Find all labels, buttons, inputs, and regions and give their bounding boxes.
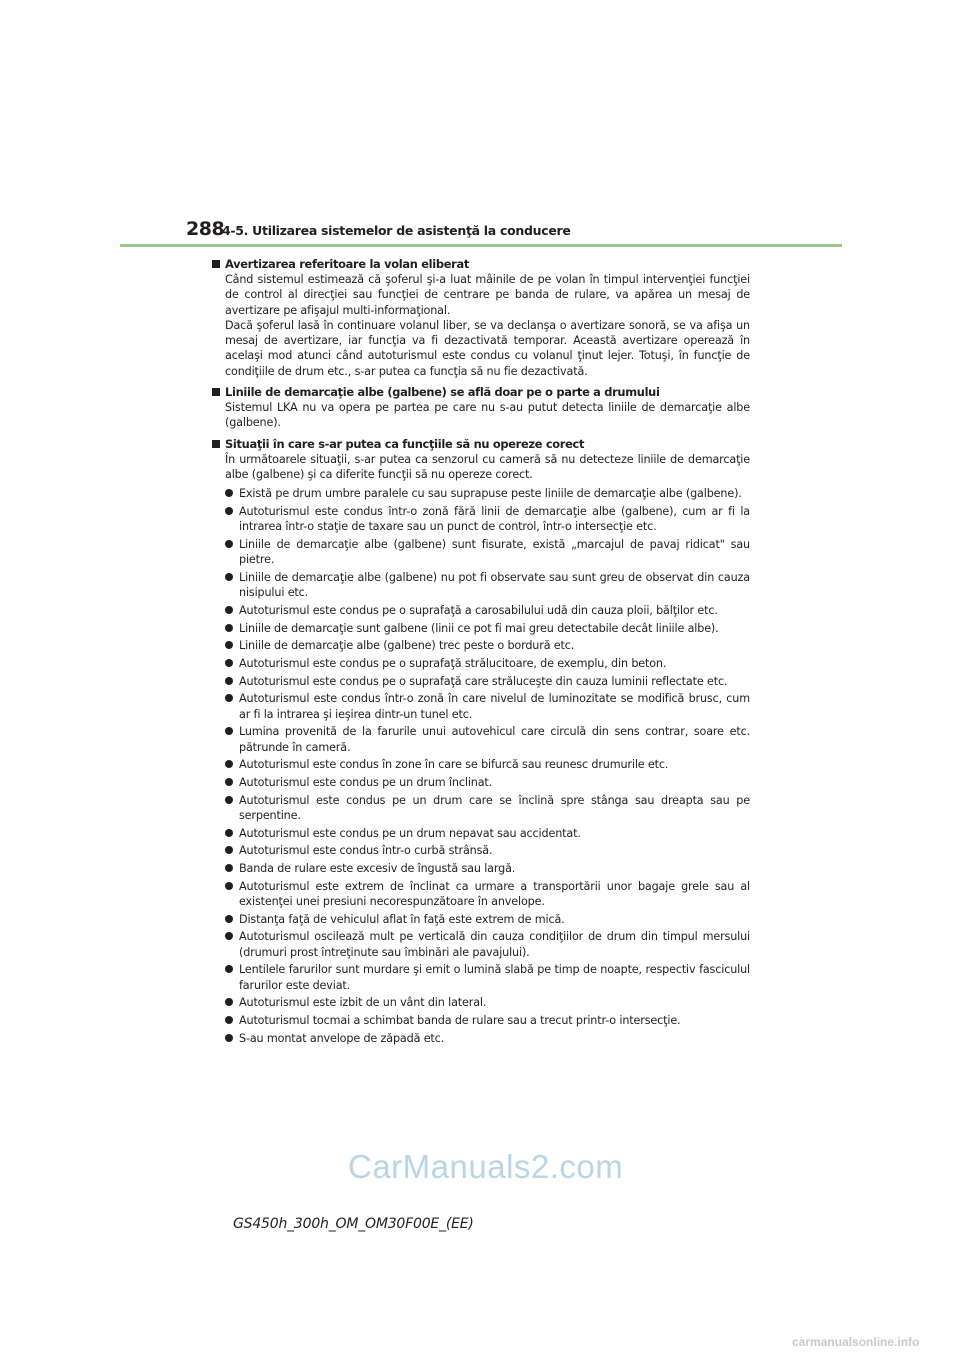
list-item-text: Autoturismul este extrem de înclinat ca urmare a transportării unor bagaje grele sau al existenţei unei presiuni necorespunzătoare în anvelope. [239, 879, 750, 909]
list-item [210, 843, 750, 858]
square-bullet-icon [212, 260, 220, 268]
list-item [210, 504, 750, 535]
round-bullet-icon [225, 659, 233, 667]
section-heading [210, 256, 750, 272]
round-bullet-icon [225, 882, 233, 890]
round-bullet-icon [225, 998, 233, 1006]
list-item [210, 861, 750, 876]
section-heading-text: Liniile de demarcaţie albe (galbene) se află doar pe o parte a drumului [225, 385, 660, 400]
round-bullet-icon [225, 677, 233, 685]
round-bullet-icon [225, 507, 233, 515]
round-bullet-icon [225, 796, 233, 804]
page-number: 288 [186, 218, 225, 240]
list-item [210, 656, 750, 671]
list-item-text: Există pe drum umbre paralele cu sau suprapuse peste liniile de demarcaţie albe (galbene). [239, 487, 742, 501]
page-header [0, 0, 960, 250]
list-item [210, 1031, 750, 1046]
list-item-text: Autoturismul este condus într-o curbă strânsă. [239, 844, 493, 858]
list-item [210, 486, 750, 501]
round-bullet-icon [225, 624, 233, 632]
list-item-text: Autoturismul este condus pe un drum care se înclină spre stânga sau dreapta sau pe serpentine. [239, 793, 750, 822]
list-item [210, 638, 750, 653]
section-heading [210, 436, 750, 452]
round-bullet-icon [225, 846, 233, 854]
list-item-text: Autoturismul tocmai a schimbat banda de rulare sau a trecut printr-o intersecţie. [239, 1014, 681, 1028]
document-code: GS450h_300h_OM_OM30F00E_(EE) [233, 1216, 474, 1232]
list-item-text: Autoturismul este izbit de un vânt din lateral. [239, 996, 487, 1010]
round-bullet-icon [225, 760, 233, 768]
list-item-text: Autoturismul este condus pe un drum nepavat sau accidentat. [239, 826, 581, 840]
round-bullet-icon [225, 864, 233, 872]
list-item [210, 995, 750, 1010]
list-item [210, 603, 750, 618]
list-item-text: Autoturismul oscilează mult pe verticală din cauza condiţiilor de drum din timpul mersului (drumuri prost întreţinute sau îmbinări ale pavajului). [239, 930, 750, 959]
paragraph: În următoarele situaţii, s-ar putea ca senzorul cu cameră să nu detecteze liniile de demarcaţie albe (galbene) şi ca diferite funcţii să nu opereze corect. [225, 452, 750, 481]
round-bullet-icon [225, 1016, 233, 1024]
round-bullet-icon [225, 829, 233, 837]
list-item-text: Banda de rulare este excesiv de îngustă sau largă. [239, 862, 516, 876]
section-malfunction-situations [210, 436, 750, 1046]
round-bullet-icon [225, 489, 233, 497]
site-watermark: carmanualsonline.info [792, 1335, 920, 1349]
list-item-text: Autoturismul este condus într-o zonă în care nivelul de luminozitate se modifică brusc, cum ar fi la intrarea şi ieşirea dintr-un tunel etc. [239, 692, 750, 721]
list-item-text: Distanţa faţă de vehiculul aflat în faţă este extrem de mică. [239, 912, 565, 926]
situation-list [210, 486, 750, 1046]
section-heading [210, 384, 750, 400]
list-item [210, 962, 750, 993]
list-item [210, 879, 750, 910]
list-item-text: S-au montat anvelope de zăpadă etc. [239, 1031, 445, 1045]
list-item [210, 1013, 750, 1028]
section-one-side-lines [210, 384, 750, 431]
list-item-text: Autoturismul este condus pe un drum înclinat. [239, 776, 493, 789]
list-item-text: Liniile de demarcaţie albe (galbene) trec peste o bordură etc. [239, 639, 575, 653]
section-heading-text: Situaţii în care s-ar putea ca funcţiile să nu opereze corect [225, 436, 585, 451]
list-item [210, 793, 750, 824]
round-bullet-icon [225, 727, 233, 735]
paragraph: Când sistemul estimează că şoferul şi-a luat mâinile de pe volan în timpul intervenţiei funcţiei de control al direcţiei sau funcţiei de centrare pe banda de rulare, va apărea un mesaj de avertizare pe afişajul multi-informaţional. [225, 273, 750, 317]
list-item-text: Autoturismul este condus pe o suprafaţă a carosabilului udă din cauza ploii, bălţilor etc. [239, 603, 718, 617]
round-bullet-icon [225, 1034, 233, 1042]
round-bullet-icon [225, 915, 233, 923]
list-item [210, 724, 750, 755]
section-hands-off-warning [210, 256, 750, 379]
list-item [210, 929, 750, 960]
list-item-text: Lentilele farurilor sunt murdare şi emit o lumină slabă pe timp de noapte, respectiv fasciculul farurilor este deviat. [239, 963, 750, 992]
list-item [210, 674, 750, 689]
round-bullet-icon [225, 641, 233, 649]
list-item-text: Autoturismul este condus în zone în care se bifurcă sau reunesc drumurile etc. [239, 758, 669, 772]
list-item-text: Autoturismul este condus pe o suprafaţă strălucitoare, de exemplu, din beton. [239, 656, 667, 670]
round-bullet-icon [225, 778, 233, 786]
page-content [210, 256, 750, 1051]
round-bullet-icon [225, 932, 233, 940]
section-heading-text: Avertizarea referitoare la volan eliberat [225, 257, 469, 271]
round-bullet-icon [225, 573, 233, 581]
list-item [210, 621, 750, 636]
list-item [210, 537, 750, 568]
round-bullet-icon [225, 540, 233, 548]
list-item [210, 826, 750, 841]
round-bullet-icon [225, 965, 233, 973]
list-item [210, 570, 750, 601]
round-bullet-icon [225, 694, 233, 702]
watermark: CarManuals2.com [348, 1148, 624, 1185]
header-divider [120, 244, 842, 247]
square-bullet-icon [212, 388, 220, 396]
paragraph: Sistemul LKA nu va opera pe partea pe care nu s-au putut detecta liniile de demarcaţie albe (galbene). [225, 401, 750, 430]
list-item [210, 757, 750, 772]
square-bullet-icon [212, 440, 220, 448]
list-item-text: Liniile de demarcaţie albe (galbene) nu pot fi observate sau sunt greu de observat din cauza nisipului etc. [239, 570, 750, 600]
list-item [210, 912, 750, 927]
list-item-text: Liniile de demarcaţie sunt galbene (linii ce pot fi mai greu detectabile decât liniile albe). [239, 621, 719, 635]
paragraph: Dacă şoferul lasă în continuare volanul liber, se va declanşa o avertizare sonoră, se va afişa un mesaj de avertizare, iar funcţia va fi dezactivată temporar. Această avertizare operează în acelaşi mod atunci când autoturismul este condus cu volanul ţinut lejer. Totuşi, în funcţie de condiţiile de drum etc., s-ar putea ca funcţia să nu fie dezactivată. [225, 318, 750, 378]
round-bullet-icon [225, 606, 233, 614]
list-item [210, 775, 750, 790]
section-title: 4-5. Utilizarea sistemelor de asistenţă la conducere [222, 223, 571, 238]
list-item-text: Autoturismul este condus într-o zonă fără linii de demarcaţie albe (galbene), cum ar fi la intrarea într-o staţie de taxare sau un punct de control, într-o intersecţie etc. [239, 504, 750, 534]
list-item-text: Lumina provenită de la farurile unui autovehicul care circulă din sens contrar, soare etc. pătrunde în cameră. [239, 725, 750, 754]
list-item-text: Liniile de demarcaţie albe (galbene) sunt fisurate, există „marcajul de pavaj ridicat" sau pietre. [239, 537, 750, 567]
list-item-text: Autoturismul este condus pe o suprafaţă care străluceşte din cauza luminii reflectate etc. [239, 674, 728, 688]
list-item [210, 691, 750, 722]
